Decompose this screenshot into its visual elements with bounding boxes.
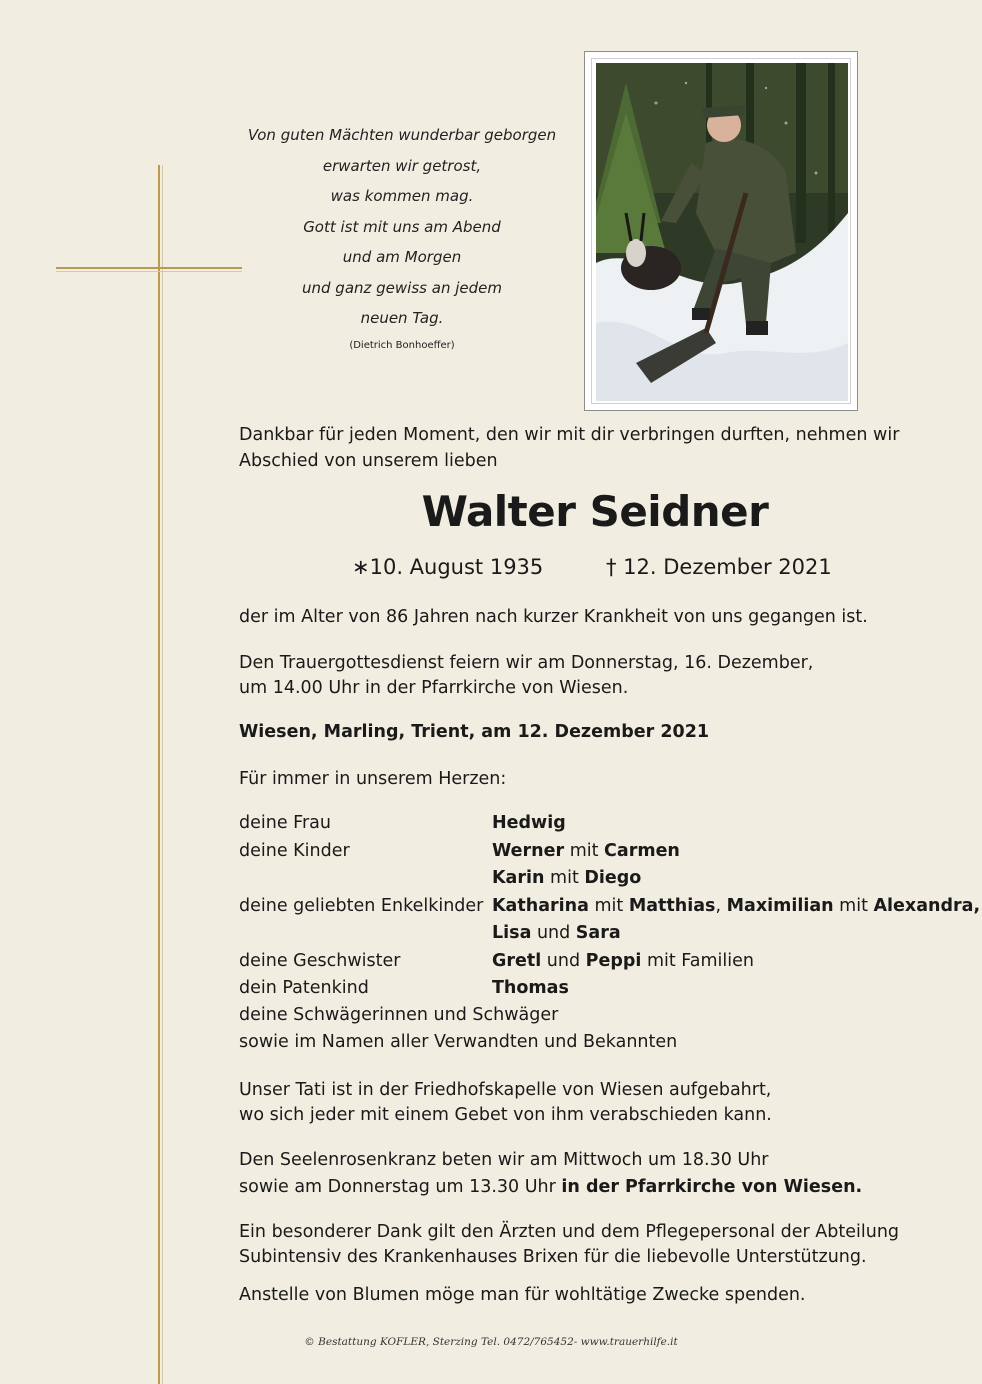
rosenkranz-line-2 xyxy=(239,1174,862,1200)
family-connector: mit xyxy=(564,841,605,861)
family-name-frau: Hedwig xyxy=(492,813,566,833)
poem-line: erwarten wir getrost, xyxy=(322,156,482,175)
family-name: Sara xyxy=(575,923,621,943)
family-name: Peppi xyxy=(585,951,642,971)
family-label-frau: deine Frau xyxy=(239,813,331,833)
family-schwager: deine Schwägerinnen und Schwäger xyxy=(239,1005,559,1025)
birth-date: ∗10. August 1935 xyxy=(352,555,544,579)
poem-line: neuen Tag. xyxy=(360,309,444,327)
family-names-enkel-1 xyxy=(492,893,980,919)
family-name: Karin xyxy=(492,868,545,888)
poem-line: Von guten Mächten wunderbar geborgen xyxy=(247,126,557,144)
poem-line: was kommen mag. xyxy=(330,187,474,205)
family-name-paten: Thomas xyxy=(492,978,569,998)
intro-line-2: Abschied von unserem lieben xyxy=(239,451,498,471)
cross-horizontal-line xyxy=(56,267,242,269)
portrait-photo xyxy=(596,63,848,401)
family-connector: , xyxy=(973,896,981,916)
family-name: Lisa xyxy=(492,923,532,943)
family-name: Maximilian xyxy=(726,896,834,916)
dank-line-1: Ein besonderer Dank gilt den Ärzten und dem Pflegepersonal der Abteilung xyxy=(239,1222,900,1242)
portrait-frame xyxy=(584,51,858,411)
service-line-2: um 14.00 Uhr in der Pfarrkirche von Wiesen. xyxy=(239,678,629,698)
cross-horizontal-line-shadow xyxy=(56,271,242,272)
death-date: † 12. Dezember 2021 xyxy=(606,555,832,579)
service-line-1: Den Trauergottesdienst feiern wir am Donnerstag, 16. Dezember, xyxy=(239,653,814,673)
family-label-geschwister: deine Geschwister xyxy=(239,951,401,971)
poem-line: und am Morgen xyxy=(342,248,462,266)
rosenkranz-time: sowie am Donnerstag um 13.30 Uhr xyxy=(239,1177,562,1197)
family-name: Carmen xyxy=(604,841,680,861)
family-connector: und xyxy=(531,923,576,943)
aufgebahrt-line-2: wo sich jeder mit einem Gebet von ihm verabschieden kann. xyxy=(239,1105,772,1125)
intro-line-1: Dankbar für jeden Moment, den wir mit dir verbringen durften, nehmen wir xyxy=(239,425,900,445)
family-verwandte: sowie im Namen aller Verwandten und Bekannten xyxy=(239,1032,678,1052)
family-name: Diego xyxy=(584,868,642,888)
family-connector: und xyxy=(541,951,586,971)
family-connector: , xyxy=(715,896,727,916)
aufgebahrt-line-1: Unser Tati ist in der Friedhofskapelle von Wiesen aufgebahrt, xyxy=(239,1080,772,1100)
family-names-kinder-1 xyxy=(492,838,680,864)
rosenkranz-place: in der Pfarrkirche von Wiesen. xyxy=(561,1177,863,1197)
family-label-enkel: deine geliebten Enkelkinder xyxy=(239,896,484,916)
rosenkranz-line-1: Den Seelenrosenkranz beten wir am Mittwoch um 18.30 Uhr xyxy=(239,1150,769,1170)
place-date: Wiesen, Marling, Trient, am 12. Dezember 2021 xyxy=(239,722,710,742)
cross-vertical-line xyxy=(158,165,160,1384)
family-name: Katharina xyxy=(492,896,589,916)
dank-line-2: Subintensiv des Krankenhauses Brixen für die liebevolle Unterstützung. xyxy=(239,1247,867,1267)
family-names-kinder-2 xyxy=(492,865,641,891)
family-name: Gretl xyxy=(492,951,542,971)
family-name: Alexandra xyxy=(873,896,974,916)
family-name: Werner xyxy=(492,841,565,861)
family-connector: mit xyxy=(588,896,629,916)
blumen-text: Anstelle von Blumen möge man für wohltätige Zwecke spenden. xyxy=(239,1285,806,1305)
forever-text: Für immer in unserem Herzen: xyxy=(239,769,507,789)
deceased-name: Walter Seidner xyxy=(421,487,769,536)
family-names-geschwister xyxy=(492,948,754,974)
poem-line: Gott ist mit uns am Abend xyxy=(303,217,501,236)
family-connector: mit xyxy=(833,896,874,916)
poem-author: (Dietrich Bonhoeffer) xyxy=(349,339,455,351)
family-label-paten: dein Patenkind xyxy=(239,978,369,998)
family-names-enkel-2 xyxy=(492,920,621,946)
poem-line: und ganz gewiss an jedem xyxy=(302,278,502,297)
family-name: Matthias xyxy=(628,896,716,916)
cross-vertical-line-shadow xyxy=(162,165,163,1384)
portrait-illustration xyxy=(596,63,848,401)
poem xyxy=(232,120,572,356)
family-connector: mit Familien xyxy=(641,951,754,971)
family-connector: mit xyxy=(544,868,585,888)
family-label-kinder: deine Kinder xyxy=(239,841,350,861)
age-text: der im Alter von 86 Jahren nach kurzer Krankheit von uns gegangen ist. xyxy=(239,607,868,627)
footer-credit: © Bestattung KOFLER, Sterzing Tel. 0472/765452- www.trauerhilfe.it xyxy=(304,1336,678,1348)
